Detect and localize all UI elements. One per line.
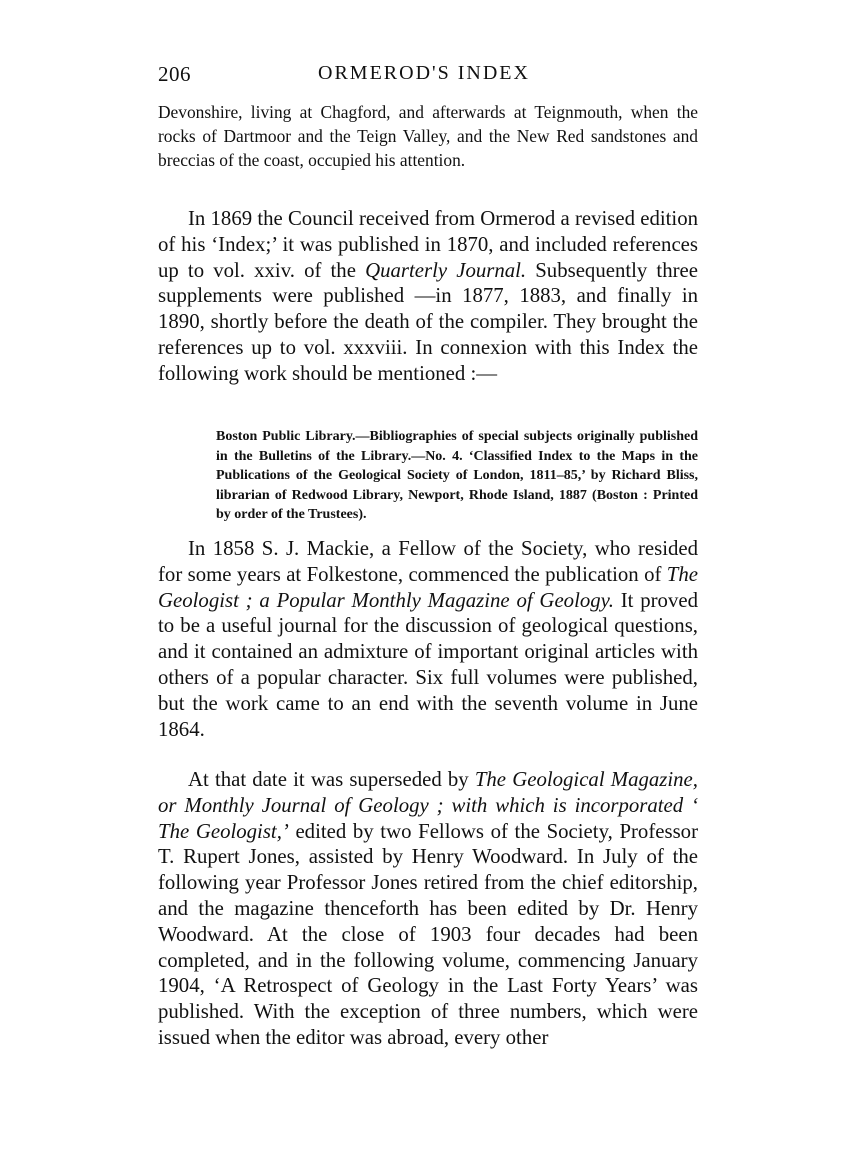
paragraph-text: In 1869 the Council received from Ormerod a revised edition of his ‘Index;’ it was published in 1870, and included references up to vol. xxiv. of the (158, 207, 698, 282)
paragraph-continued: Devonshire, living at Chagford, and afterwards at Teignmouth, when the rocks of Dartmoor and the Teign Valley, and the New Red sandstones and breccias of the coast, occupied his attention. (158, 102, 698, 171)
paragraph-text: In 1858 S. J. Mackie, a Fellow of the Society, who resided for some years at Folkestone, commenced the publication of (158, 537, 698, 586)
page-header (158, 62, 698, 88)
running-head: ORMEROD'S INDEX (318, 62, 530, 84)
publication-title: The Geologist ; a Popular Monthly Magazine of Geology. (158, 562, 698, 612)
paragraph-geological-magazine (158, 767, 698, 1051)
magazine-title: The Geological Magazine, or Monthly Journal of Geology ; with which is incorporated ‘ The Geologist,’ (158, 768, 698, 843)
paragraph-geologist (158, 536, 698, 742)
paragraph-text: It proved to be a useful journal for the discussion of geological questions, and it contained an admixture of important original articles with others of a popular character. Six full volumes were published, but the work came to an end with the seventh volume in June 1864. (158, 588, 698, 741)
bibliographic-note: Boston Public Library.—Bibliographies of special subjects originally published in the Bulletins of the Library.—No. 4. ‘Classified Index to the Maps in the Publications of the Geological Society of London, 1811–85,’ by Richard Bliss, librarian of Redwood Library, Newport, Rhode Island, 1887 (Boston : Printed by order of the Trustees). (216, 429, 698, 522)
paragraph-text: Subsequently three supplements were published —in 1877, 1883, and finally in 1890, shortly before the death of the compiler. They brought the references up to vol. xxxviii. In connexion with this Index the following work should be mentioned :— (158, 258, 698, 385)
paragraph-ormerod-index (158, 206, 698, 387)
page-number: 206 (158, 62, 191, 86)
paragraph-text: At that date it was superseded by (188, 768, 475, 791)
paragraph-text: edited by two Fellows of the Society, Professor T. Rupert Jones, assisted by Henry Woodward. In July of the following year Professor Jones retired from the chief editorship, and the magazine thenceforth has been edited by Dr. Henry Woodward. At the close of 1903 four decades had been completed, and in the following volume, commencing January 1904, ‘A Retrospect of Geology in the Last Forty Years’ was published. With the exception of three numbers, which were issued when the editor was abroad, every other (158, 819, 698, 1049)
journal-title: Quarterly Journal. (365, 258, 527, 282)
